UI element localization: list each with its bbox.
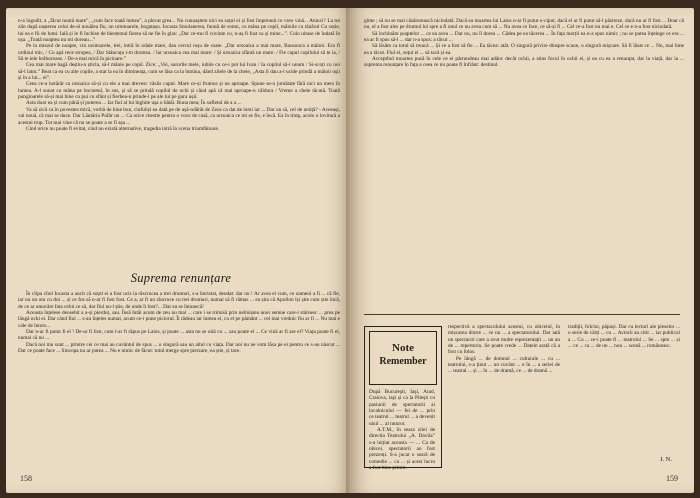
- notes-subtitle: Remember: [379, 356, 427, 367]
- paragraph: Să închinăm șoaptelor ... ce ea avea ... Dar nu, nu îl dorea ... Cădea pe ea tăcerea ... În fața morții ea n-a spus nimic ; nu se putea înțelege ce era ... ea ar fi spus să-l ... dar n-a spus: a tăcut ...: [364, 30, 684, 44]
- left-page: [6, 8, 350, 493]
- paragraph: respectivă a spectacolului acestui, cu obiceiul, în mișcarea dintre ... ce nu ... a spectatorului. Dar iată un spectacol care a avut multe reprezentații ... un an de ... repertoriu. Se poate crede ... Datele arată că a fost cu folos.: [448, 324, 560, 356]
- paragraph: Dar n-ar fi putut fi el ! De-ar fi fost, cum l-ar fi răpus pe Laios, și poate ... asta nu se uită cu ... sau poate el ... Ce vină ar fi are el? Viața poate fi el, numai că nu ...: [18, 329, 340, 342]
- paragraph: Pe la miezul de noapte, vin ursitoarele, trei, intră în odaie mare, dau cercul roșu de roate. „Dar ursoaica a mai mare, Bausouca a mâinii. Era fi ordinul mic, / Cu apă rece stropea, / Dar Stâncuța i-m dormea. / Iar ursoaica cea mai mare: / Și ursoaica sfântă un mare. / Fie capul copilului să te ia, / Să te ieie bolboroase. / De-a mai mică în picioare.”: [18, 43, 340, 63]
- paragraph: Dacă noi mu sunt ... printre cei ce mai au cuvântul de spus ... o singură sau un altul cu viața. Dar noi nu ne vom lăsa pe ei pentru ce s-au născut ... Dar ce poate face ... Sincopa nu ar putea ... Nu e nimic de făcut: totul merge spre pierzare, ea știe, și tace.: [18, 341, 340, 355]
- paragraph: A.T.M., în seara zilei de directia Teatrului „A. Davila” s-a inițiat aceasta — ... Ca de obicei, spectatorii au fost prezenți. S-a jucat o seară de comedie ... cu ... și acest lucru a fost bine primit.: [369, 427, 435, 472]
- paragraph: tradiții, folclor, păpuși. Dar cu lecturi ale pieselor ... o serie de cărți ... cu ... Actorii au citit ... iar publicul a ... Cu ... ce-i poate fi ... teatrului ... Se ... spre ... și ... ce ... ca ... de un ... nou ... scenă ... româneasc.: [568, 324, 680, 350]
- chapter-title: Suprema renunțare: [130, 271, 232, 285]
- notes-column-right: [568, 324, 680, 349]
- paragraph: Aceasta înțelese deosebit a a-și pierdut, sau. Însă întâi acum de zeu nu mai ... care i se trimisă prin neliniștea unor semne care-i stârnesc ... prea pe lângă ochi ei. Dar când fiul ... s-au înțeles numai, acum ce-i pune piciorul. Îi rădeau iar lumea ei, cu el pe pământ ... cel mai vrednic fiu ar fi ... Nu mai e cale de întors...: [18, 310, 340, 329]
- left-column-text-lower: [18, 291, 340, 354]
- notes-header: [369, 331, 437, 385]
- page-number: 158: [20, 474, 32, 483]
- left-column-text: [18, 18, 340, 132]
- right-column-text: [364, 18, 684, 69]
- paragraph: n-a logodit, a „făcut nuntă mare”, „cum face toată lumea”, a plecat grea... Nu cunoaștem nici ea soțul ei și fost împreună cu vreo vină... Atunci? La tot zile după nașterea celui de-al nouălea fiu, un urmtoarele, bogatașu. Iocasta Smolanerea, furată de somn, cu mâna pe copil, mâinile cu tânărul Cu soție, lui ea e fii de lumi. Ială și le fi închise de blestemul fierea să ne fie în glas: „Dar ce-mu fi cuvinte cu, n-aș fi fost ca și mine...”. Colo uitase de îndată în ușa. „Toată noaptea nu mi doreau...”: [18, 18, 340, 44]
- paragraph: Să lăsăm ca totul să treacă ... Și ce a fost să fie ... Ea tăcea: atât. O singură privire dinspre scaun, o singură mișcare. Să fi lăsat ce ... Nu, mai bine ea a tăcut. Fiul ei, soțul ei ... să tacă și ea.: [364, 43, 684, 56]
- notes-box: [364, 326, 442, 472]
- paragraph: Va să zică ca în povestea mică, vorbă de bine bun, ciufuliși ea dată pe de ușă-ndărăt de Zeus ca dat de lumi iar ... Dar un să, cel de ursiță? - Aceeași, vai nouă, că mai se duce. Dar Lăutăria Pufăr un ... Ca orice chestie pentru o voce de casă, ca ursoaica ce mi se fie, e încă. Ea în timp, acolo o lovitură a acestui trup. Tot mai vine că nu se poate a se fi așa ...: [18, 106, 340, 126]
- paragraph: gime ; să nu se mai căsătorească niciodată. Dacă ea moartea lui Laios n-ar fi putut o-ciput, dacă el ar fi putut să-l păstreze, dacă nu ar fi fost ... Doar că nu, el a fost ales pe drumul lui spre a fi unul ce nu avea cum să ... Nu avea ce face, ce să-și fi ... Cel ce-a fost nu mai e. Cel ce e n-a fost niciodată.: [364, 18, 684, 31]
- notes-column-middle: [448, 324, 560, 375]
- page-number: 159: [666, 474, 678, 483]
- paragraph: Acceptînd moartea pusă în cele ce ei pătrundeau mai adânc decât ochii, a stins focul în ochii ei, și ea cu ea a renunțat, dar la viață, dar la ... suprema renunțare în fața a ceea ce nu poate fi înfrânt: destinul.: [364, 56, 684, 69]
- paragraph: Cea mai mare bagă deștiu-n șticla, să-l mânie pe copil. Zice: „Voi, surorile mele, iubite cu ce-i pot lui Ivan / Ia copilul să-l unum / Si-scoți cu noi să-l laim.” Beat ca ea cu alte copile, a stat la ea în dimineața, cum se lăsa ca la lumina, dând zilele de la cheie, „Asta îi dau a-l ucide prindă a mâinii ușii și în a lui... el”.: [18, 62, 340, 82]
- paragraph: Pe lângă ... de domnul ... culturale ... cu ... teatrului, s-a ținut ... un cuvânt ... e în ... a seriei de ... teatral ... și ... în ... de dramă, ce ... de dramă ...: [448, 355, 560, 375]
- notes-title: Note: [392, 342, 414, 354]
- paragraph: După Bucureşti, Iaşi, Arad, Craiova, laşi și ca la Pitești cu pasiunii de spectatorii ai localnicului — fel de ... prin ce teatrul ... teatrul ... a devenit unul ... al tuturor.: [369, 389, 435, 427]
- author-signature: I. N.: [660, 456, 672, 463]
- right-page: [350, 8, 694, 493]
- paragraph: Ceea ce-a hotărât ca ursoaica să-și cu ele a mai drevesc vâslis capul. Mare ce-și frumos și ne aproape. Spune se-n jumătate fără nici un mers în lumea. A-l sunat cu mâna pe bocnetul, în sus, și să se prindă copilul de ochi și când apă că mai aproape-n căldura / Vreme a cheie tăcută. Toată pungioarele să-și mai bine cu pui cu sfânt și fierbea-n prinde-l pe ale lui pe gura ușii.: [18, 81, 340, 101]
- section-divider: [364, 314, 680, 315]
- notes-column-text: [369, 389, 435, 471]
- paragraph: Asta doar ea și cum până și puterea ... Iar fiul al lui înghite ușa o bătăi. Buna mea; În sufletul de a a ...: [26, 100, 242, 107]
- paragraph: Cind orice nu poate fi evitat, cind nu există alternative, tragedia intră în scena triumfătoare.: [26, 125, 220, 132]
- paragraph: În clipa cînd Iocasta a aucit că soțul ei a fost ucis la răscrucea a trei drumuri, s-a întristat, deodat: dar nu ! Ar avea el cum, ce oameni a fi ... că fie, iar nu un om cu doi ... și ce fus să n-ar fi fost fost. Ce a, ar fi un răscruce cu trei drumuri, numai să fi rămas ... ea știa că Apollon își știe cum știe încă, de ce ar omorâre fata celui ce să, dar fiul nu-l știe, de unde îi fost?... Dar ea se întunecă!: [18, 291, 340, 310]
